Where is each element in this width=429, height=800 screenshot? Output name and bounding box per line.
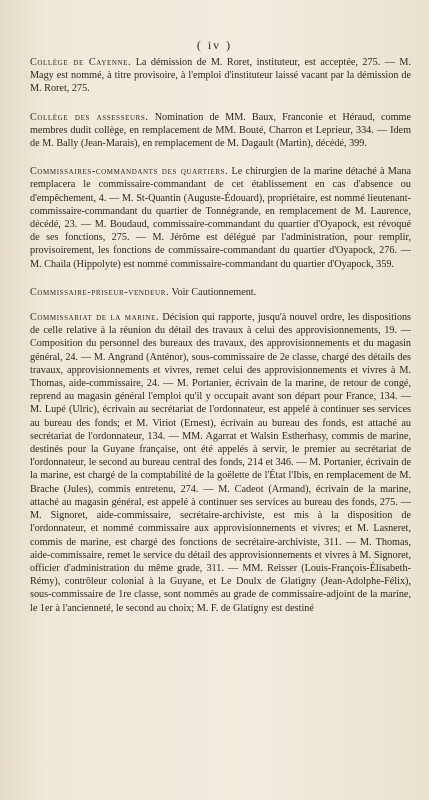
index-entry	[30, 56, 411, 96]
cross-reference-text: Voir Cautionnement.	[171, 286, 257, 298]
entry-heading: Commissaires-commandants des quartiers.	[30, 166, 229, 178]
entry-heading: Collège des assesseurs.	[30, 111, 149, 123]
entry-heading: Collège de Cayenne.	[30, 57, 132, 68]
entry-text: Le chirurgien de la marine détaché à Mana remplacera le commissaire-commandant de cet établissement en cas d'absence ou d'empêchement, 4. — M. St-Quantin (Auguste-Édouard), propriétaire, est nommé lieutenant-commissaire-commandant du quartier de Tonnégrande, en remplacement de M. Laurence, décédé, 23. — M. Boudaud, commissaire-commandant du quartier d'Oyapock, est révoqué de ses fonctions, 275. — M. Jérôme est délégué par l'administration, pour remplir, provisoirement, les fonctions de commissaire-commandant du quartier d'Oyapock, 276. — M. Chaila (Hippolyte) est nommé commissaire-commandant du quartier d'Oyapock, 359.	[30, 166, 411, 270]
index-entry	[30, 311, 411, 615]
index-entry	[30, 165, 411, 271]
cross-reference-entry	[30, 286, 411, 299]
entry-heading: Commissaire-priseur-vendeur.	[30, 286, 170, 298]
entry-heading: Commissariat de la marine.	[30, 312, 160, 324]
index-entry	[30, 111, 411, 151]
entry-text: La démission de M. Roret, instituteur, est acceptée, 275. — M. Magy est nommé, à titre provisoire, à l'emploi d'instituteur laissé vacant par la démission de M. Roret, 275.	[30, 57, 412, 95]
entry-text: Nomination de MM. Baux, Franconie et Héraud, comme membres dudit collège, en remplacement de MM. Bouté, Charron et Leprieur, 334. — Idem de M. Bally (Jean-Marais), en remplacement de M. Dagault (Martin), décédé, 399.	[30, 111, 411, 150]
entry-text: Décision qui rapporte, jusqu'à nouvel ordre, les dispositions de celle relative à la réunion du détail des travaux à celui des approvisionnements, 19. — Composition du personnel des bureaux des travaux, des approvisionnements et du magasin général, 24. — M. Angrand (Anténor), sous-commissaire de 2e classe, chargé des détails des travaux, approvisionnements et vivres, remet celui des approvisionnements et vivres à M. Thomas, aide-commissaire, 24. — M. Portanier, écrivain de la marine, de retour de congé, reprend au magasin général l'emploi qu'il y occupait avant son départ pour France, 134. — M. Lupé (Ulric), écrivain au secrétariat de l'ordonnateur, est appelé à continuer ses services au bureau des fonds; et M. Viriot (Ernest), écrivain au bureau des fonds, est attaché au secrétariat de l'ordonnateur, 134. — MM. Agarrat et Walsin Estherhasy, commis de marine, destinés pour la Guyane française, ont été appelés à servir, le premier au secrétariat de l'ordonnateur, le second au bureau central des fonds, 214 et 346. — M. Portanier, écrivain de la marine, est chargé de la comptabilité de la goëlette de l'État l'Ibis, en remplacement de M. Brache (Jules), commis entretenu, 274. — M. Cadeot (Armand), écrivain de la marine, attaché au magasin général, est appelé à continuer ses services au bureau des fonds, 275. — M. Signoret, aide-commissaire, secrétaire-archiviste, est mis à la disposition de l'ordonnateur, et nommé commissaire aux approvisionnements et vivres; et M. Lasneret, commis de marine, est chargé des fonctions de secrétaire-archiviste, 311. — M. Thomas, aide-commissaire, remet le service du détail des approvisionnements et vivres à M. Signoret, officier d'administration du même grade, 311. — MM. Reisser (Louis-François-Élisabeth-Rémy), contrôleur colonial à la Guyane, et Le Doulx de Glatigny (Jean-Adolphe-Félix), sous-commissaire de 1re classe, sont nommés au grade de commissaire-adjoint de la marine, le 1er à l'ancienneté, le second au choix; M. F. de Glatigny est destiné	[30, 312, 412, 614]
page-number: ( iv )	[196, 38, 233, 52]
